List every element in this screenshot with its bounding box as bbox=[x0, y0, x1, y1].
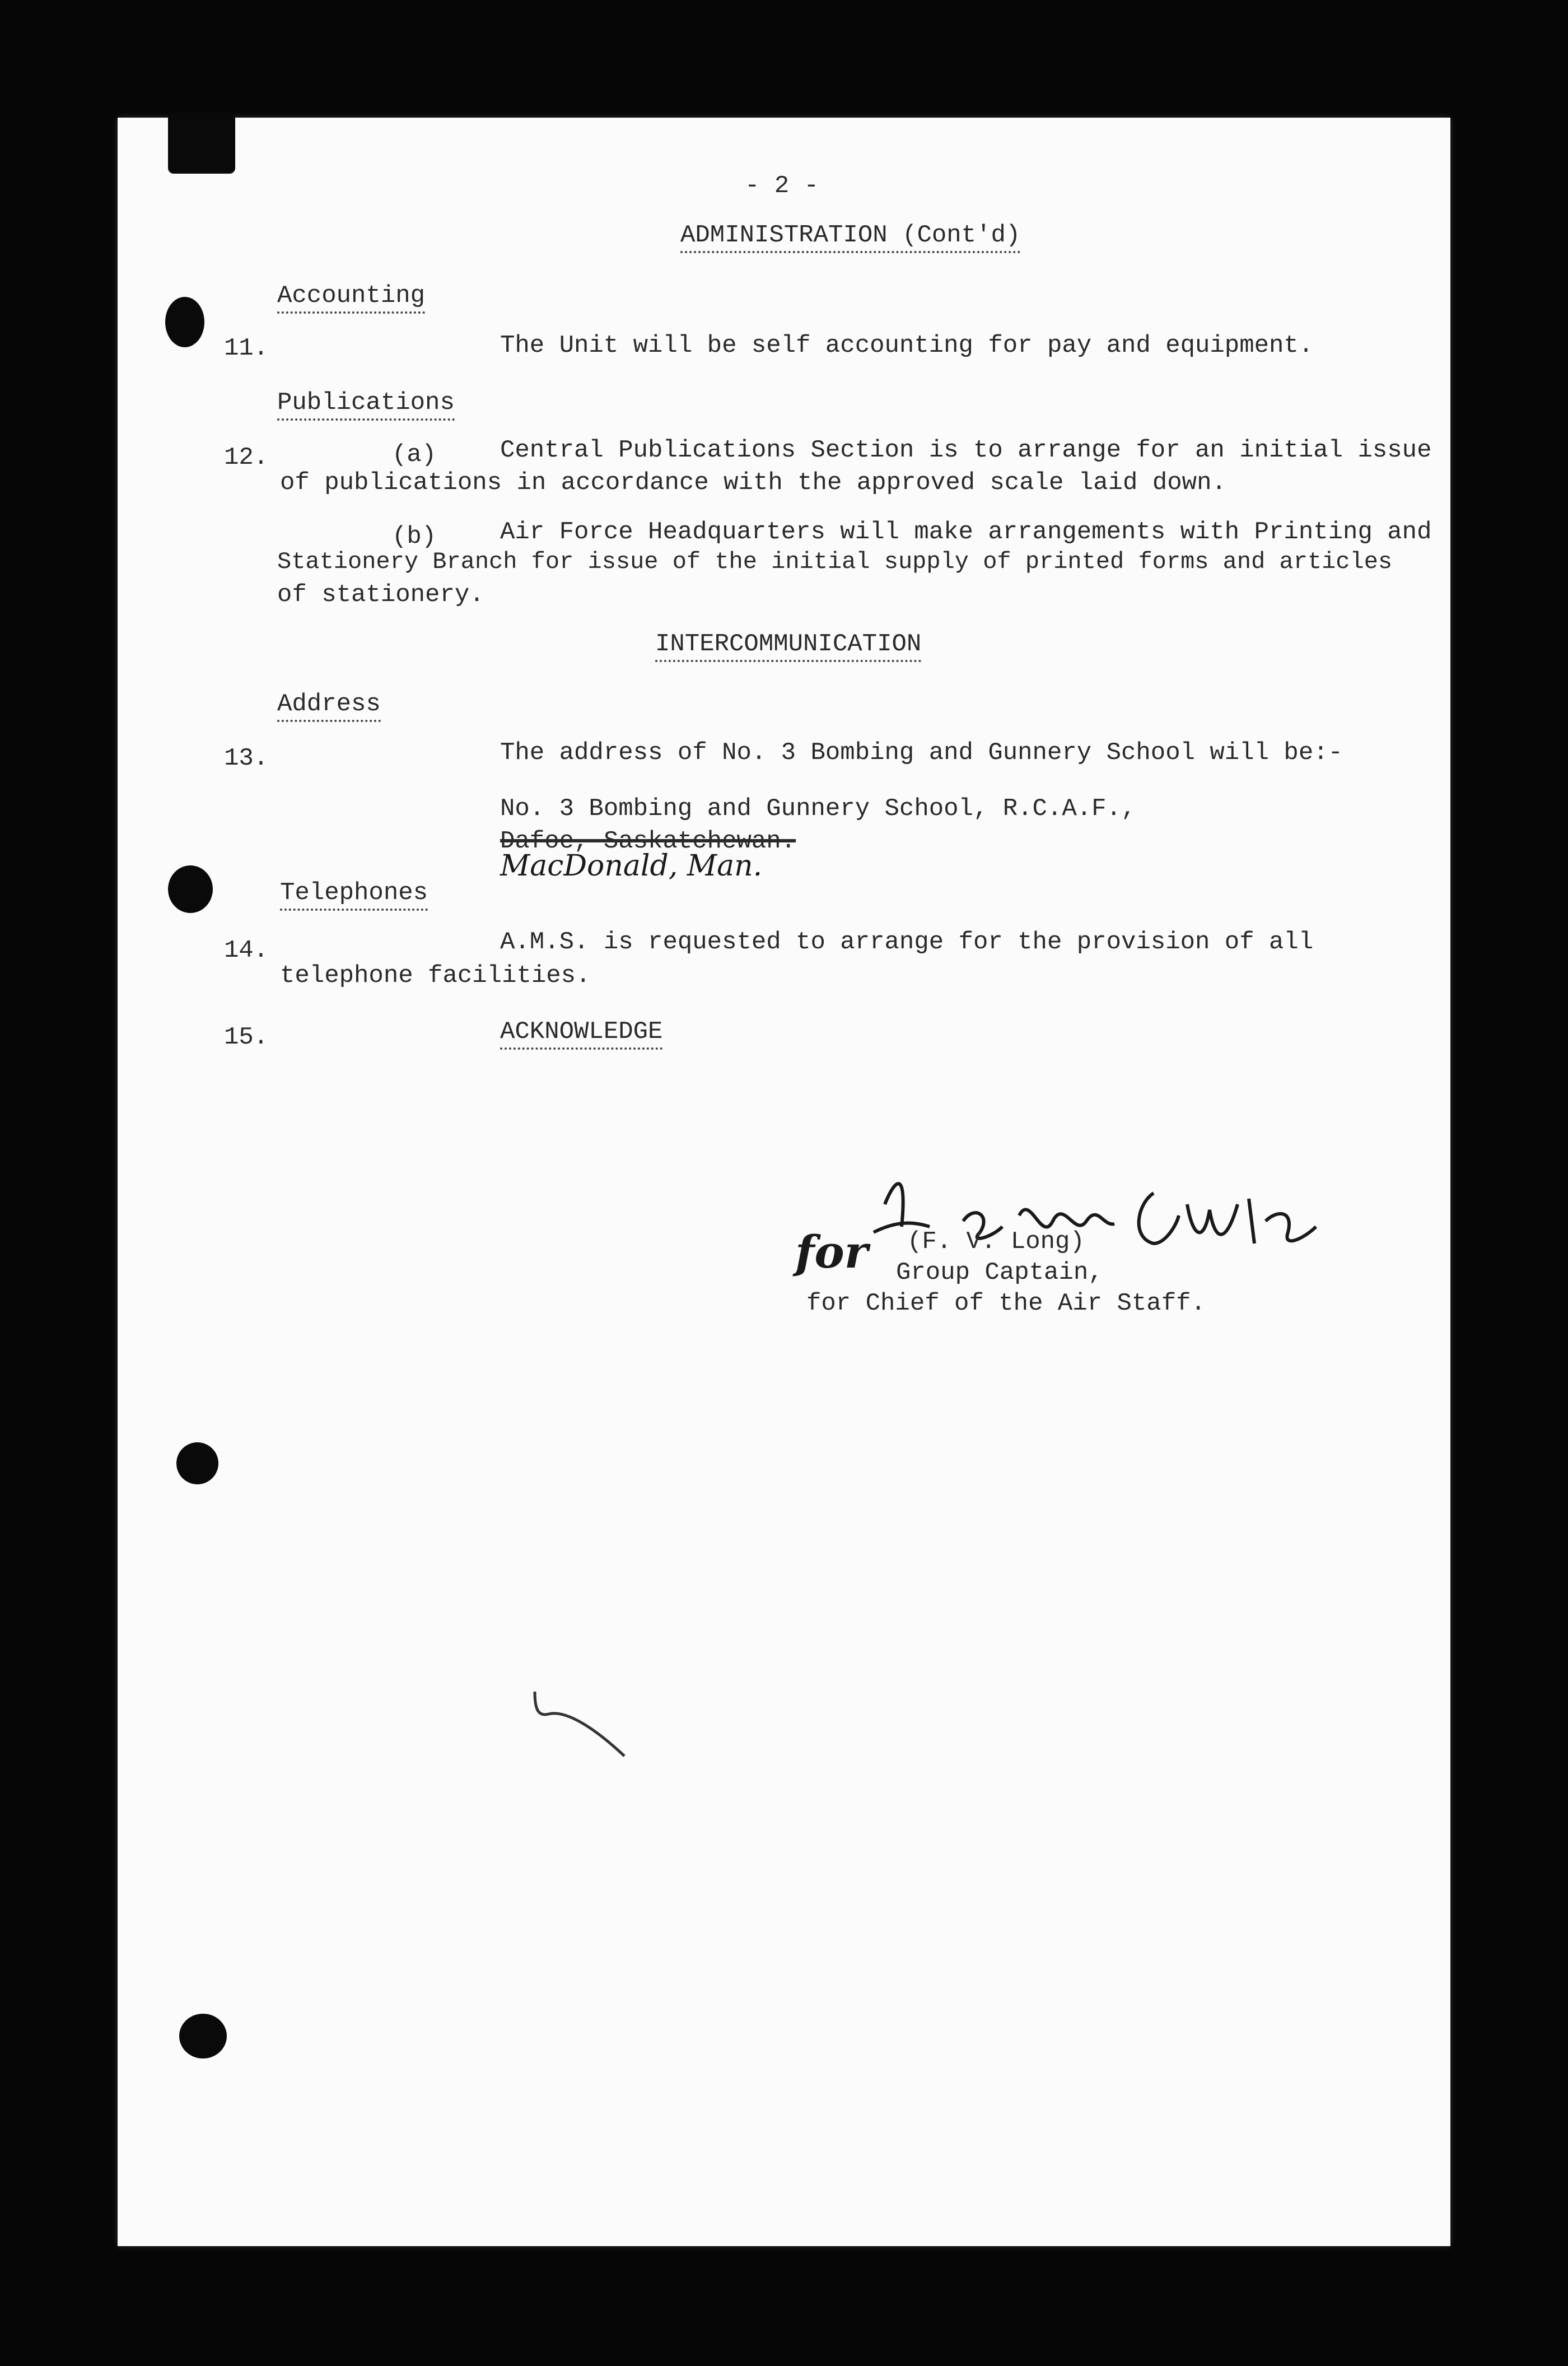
para-11-text: The Unit will be self accounting for pay and equipment. bbox=[500, 332, 1314, 360]
section-header: ADMINISTRATION (Cont'd) bbox=[680, 223, 1020, 253]
signatory-rank: Group Captain, bbox=[896, 1259, 1103, 1287]
handwritten-for: for bbox=[795, 1226, 868, 1278]
para-12a-label: (a) bbox=[392, 441, 437, 469]
punch-hole bbox=[176, 1442, 218, 1484]
page-number: - 2 - bbox=[745, 172, 819, 200]
para-number-14: 14. bbox=[224, 937, 269, 965]
heading-publications: Publications bbox=[277, 390, 455, 421]
para-12b-label: (b) bbox=[392, 523, 437, 551]
para-number-11: 11. bbox=[224, 334, 269, 362]
signatory-name: (F. V. Long) bbox=[907, 1228, 1085, 1256]
address-line-struck: Dafoe, Saskatchewan. bbox=[500, 827, 796, 855]
para-12a-line1: Central Publications Section is to arrange for an initial issue bbox=[500, 436, 1432, 464]
acknowledge-text: ACKNOWLEDGE bbox=[500, 1019, 662, 1050]
stray-pen-mark bbox=[526, 1686, 638, 1764]
para-number-15: 15. bbox=[224, 1023, 269, 1051]
para-12b-line2: Stationery Branch for issue of the initial supply of printed forms and articles bbox=[277, 548, 1393, 575]
corner-tear bbox=[168, 112, 235, 174]
heading-telephones: Telephones bbox=[280, 881, 428, 911]
heading-accounting: Accounting bbox=[277, 283, 425, 314]
para-12a-line2: of publications in accordance with the approved scale laid down. bbox=[280, 469, 1226, 497]
punch-hole bbox=[165, 297, 204, 347]
address-line-1: No. 3 Bombing and Gunnery School, R.C.A.F., bbox=[500, 795, 1136, 823]
para-13-text: The address of No. 3 Bombing and Gunnery School will be:- bbox=[500, 739, 1343, 767]
para-14-line1: A.M.S. is requested to arrange for the provision of all bbox=[500, 928, 1314, 956]
para-12b-line3: of stationery. bbox=[277, 581, 484, 609]
punch-hole bbox=[168, 865, 213, 913]
para-number-12: 12. bbox=[224, 444, 269, 472]
para-12b-line1: Air Force Headquarters will make arrangements with Printing and bbox=[500, 518, 1432, 546]
para-number-13: 13. bbox=[224, 744, 269, 772]
punch-hole bbox=[179, 2014, 227, 2058]
heading-address: Address bbox=[277, 692, 381, 722]
heading-intercommunication: INTERCOMMUNICATION bbox=[655, 632, 921, 662]
signatory-title: for Chief of the Air Staff. bbox=[806, 1289, 1206, 1317]
para-14-line2: telephone facilities. bbox=[280, 962, 591, 990]
handwritten-address-correction: MacDonald, Man. bbox=[500, 849, 763, 883]
